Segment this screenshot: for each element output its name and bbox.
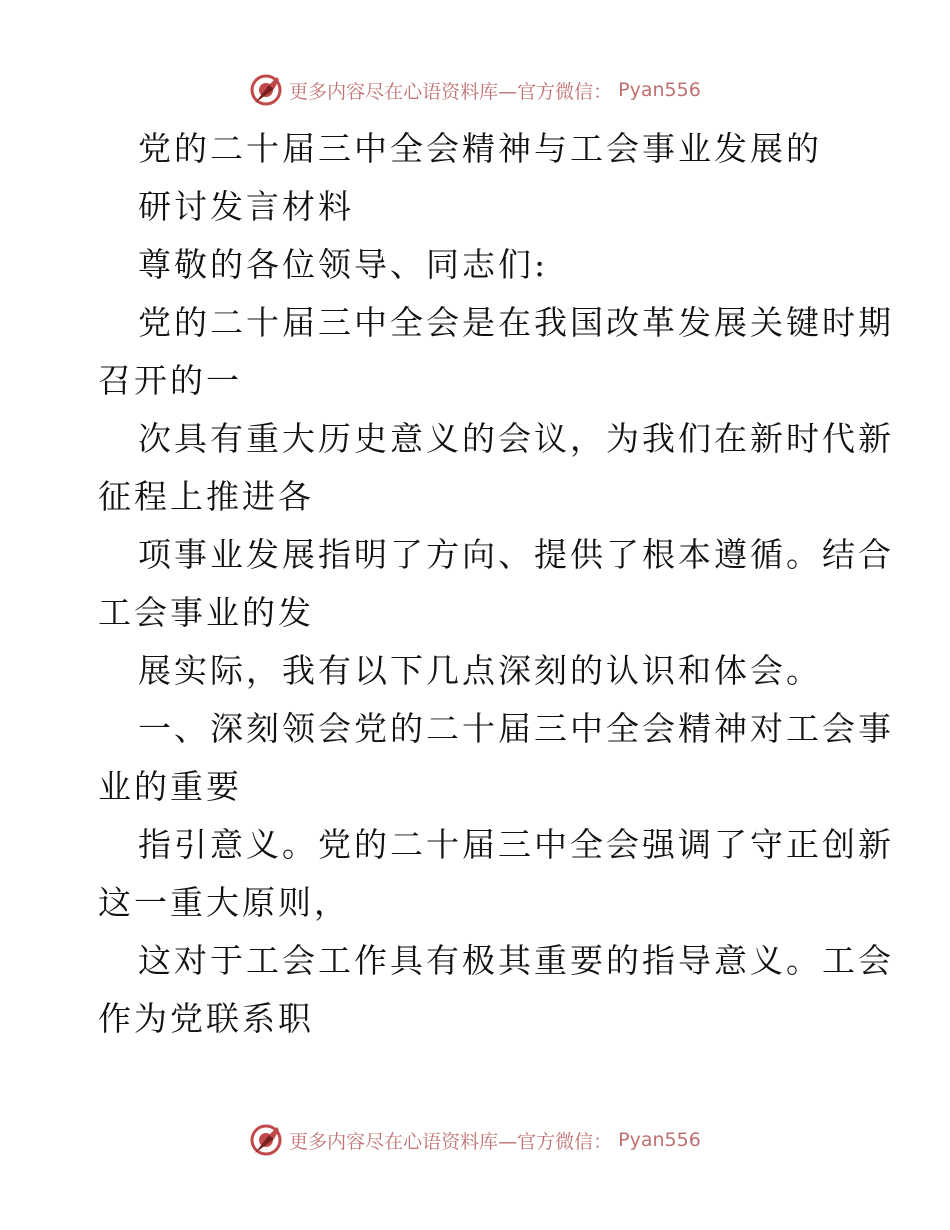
text-line: 业的重要 <box>98 767 242 806</box>
text-line: 征程上推进各 <box>98 477 314 516</box>
text-line: 次具有重大历史意义的会议，为我们在新时代新 <box>138 419 894 458</box>
text-line: 这一重大原则， <box>98 883 350 922</box>
text-line: 尊敬的各位领导、同志们: <box>138 245 549 284</box>
text-line: 工会事业的发 <box>98 593 314 632</box>
text-line: 研讨发言材料 <box>138 187 354 226</box>
watermark-wechat-id: Pyan556 <box>618 1129 701 1151</box>
watermark-header <box>0 70 950 110</box>
watermark-text: 更多内容尽在心语资料库—官方微信： <box>289 80 613 103</box>
text-line: 展实际，我有以下几点深刻的认识和体会。 <box>138 651 822 690</box>
text-line: 项事业发展指明了方向、提供了根本遵循。结合 <box>138 535 894 574</box>
document-body <box>98 120 894 1048</box>
text-line: 指引意义。党的二十届三中全会强调了守正创新 <box>138 825 894 864</box>
text-line: 作为党联系职 <box>98 999 314 1038</box>
text-line: 党的二十届三中全会是在我国改革发展关键时期 <box>138 303 894 342</box>
text-line: 一、深刻领会党的二十届三中全会精神对工会事 <box>138 709 894 748</box>
watermark-wechat-id: Pyan556 <box>618 79 701 101</box>
text-line: 党的二十届三中全会精神与工会事业发展的 <box>138 129 822 168</box>
watermark-text: 更多内容尽在心语资料库—官方微信： <box>289 1130 613 1153</box>
text-line: 这对于工会工作具有极其重要的指导意义。工会 <box>138 941 894 980</box>
pen-logo-icon <box>249 1123 283 1157</box>
watermark-footer <box>0 1120 950 1160</box>
text-line: 召开的一 <box>98 361 242 400</box>
pen-logo-icon <box>249 73 283 107</box>
